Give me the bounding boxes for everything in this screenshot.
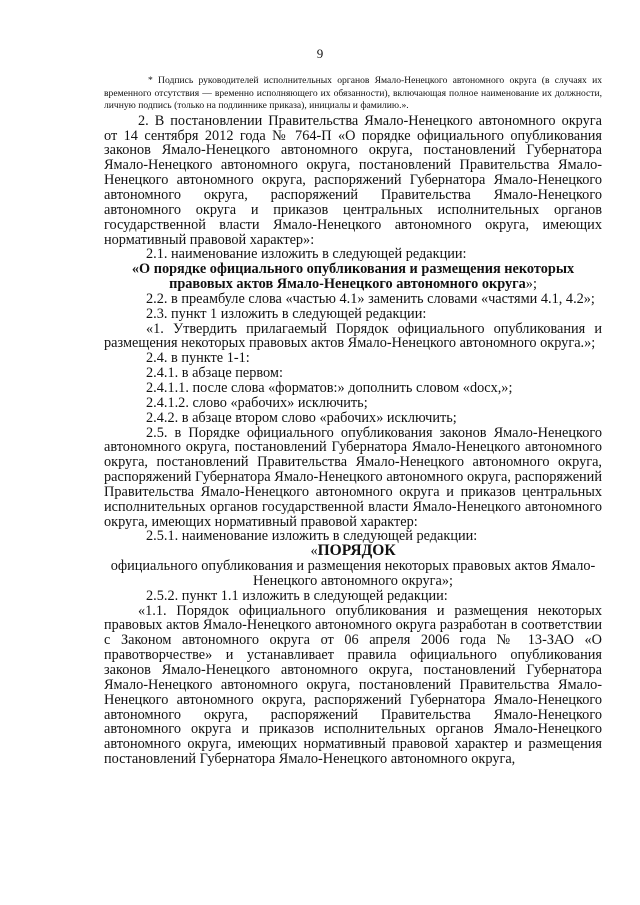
footnote: * Подпись руководителей исполнительных органов Ямало-Ненецкого автономного округа (в случаях их временного отсутствия — временно исполняющего их обязанности), включающая полное наименование их должности, личную подпись (только на подлиннике приказа), инициалы и фамилию.».	[104, 75, 602, 112]
order-open-quote: «	[310, 543, 318, 560]
order-title-text: ПОРЯДОК	[317, 542, 396, 560]
new-title-bold: «О порядке официального опубликования и размещения некоторых правовых актов Ямало-Ненецкого автономного округа	[131, 261, 575, 293]
paragraph-2-4-1-2: 2.4.1.2. слово «рабочих» исключить;	[146, 394, 368, 411]
paragraph-2-3-text: «1. Утвердить прилагаемый Порядок официального опубликования и размещения некоторых правовых актов Ямало-Ненецкого автономного округа.»;	[104, 320, 602, 352]
paragraph-2-4-1-1: 2.4.1.1. после слова «форматов:» дополнить словом «docx,»;	[146, 379, 513, 396]
paragraph-2-3: 2.3. пункт 1 изложить в следующей редакции:	[146, 305, 427, 322]
paragraph-2-4: 2.4. в пункте 1-1:	[146, 350, 250, 367]
order-subtitle: официального опубликования и размещения некоторых правовых актов Ямало-Ненецкого автономного округа»;	[110, 558, 596, 589]
new-title	[104, 262, 602, 292]
paragraph-2-5: 2.5. в Порядке официального опубликования законов Ямало-Ненецкого автономного округа, постановлений Губернатора Ямало-Ненецкого автономного округа, постановлений Правительства Ямало-Ненецкого автономного округа, распоряжений Губернатора Ямало-Ненецкого автономного округа, распоряжений Правительства Ямало-Ненецкого автономного округа и приказов центральных исполнительных органов государственной власти Ямало-Ненецкого автономного округа, имеющих нормативный правовой характер:	[104, 424, 602, 530]
document-body	[104, 75, 602, 767]
paragraph-1-1: «1.1. Порядок официального опубликования и размещения некоторых правовых актов Ямало-Ненецкого автономного округа разработан в соответствии с Законом автономного округа от 06 апреля 2006 года № 13-ЗАО «О правотворчестве» и устанавливает правила официального опубликования законов Ямало-Ненецкого автономного округа, постановлений Губернатора Ямало-Ненецкого автономного округа, постановлений Правительства Ямало-Ненецкого автономного округа, распоряжений Губернатора Ямало-Ненецкого автономного округа, распоряжений Правительства Ямало-Ненецкого автономного округа и приказов исполнительных органов Ямало-Ненецкого автономного округа, имеющих нормативный правовой характер и размещения постановлений Губернатора Ямало-Ненецкого автономного округа,	[104, 602, 602, 768]
paragraph-2-5-2: 2.5.2. пункт 1.1 изложить в следующей редакции:	[146, 587, 448, 604]
paragraph-2: 2. В постановлении Правительства Ямало-Ненецкого автономного округа от 14 сентября 2012 года № 764-П «О порядке официального опубликования законов Ямало-Ненецкого автономного округа, постановлений Губернатора Ямало-Ненецкого автономного округа, постановлений Правительства Ямало-Ненецкого автономного округа, распоряжений Губернатора Ямало-Ненецкого автономного округа, распоряжений Правительства Ямало-Ненецкого автономного округа и приказов центральных исполнительных органов государственной власти Ямало-Ненецкого автономного округа, имеющих нормативный правовой характер»:	[104, 112, 602, 248]
page-number: 9	[316, 46, 324, 61]
new-title-tail: »;	[525, 276, 537, 293]
paragraph-2-4-2: 2.4.2. в абзаце втором слово «рабочих» исключить;	[146, 409, 457, 426]
paragraph-2-1: 2.1. наименование изложить в следующей редакции:	[146, 246, 467, 263]
paragraph-2-2: 2.2. в преамбуле слова «частью 4.1» заменить словами «частями 4.1, 4.2»;	[146, 290, 595, 307]
order-title	[104, 544, 602, 559]
paragraph-2-4-1: 2.4.1. в абзаце первом:	[146, 365, 283, 382]
paragraph-2-5-1: 2.5.1. наименование изложить в следующей редакции:	[146, 528, 478, 545]
